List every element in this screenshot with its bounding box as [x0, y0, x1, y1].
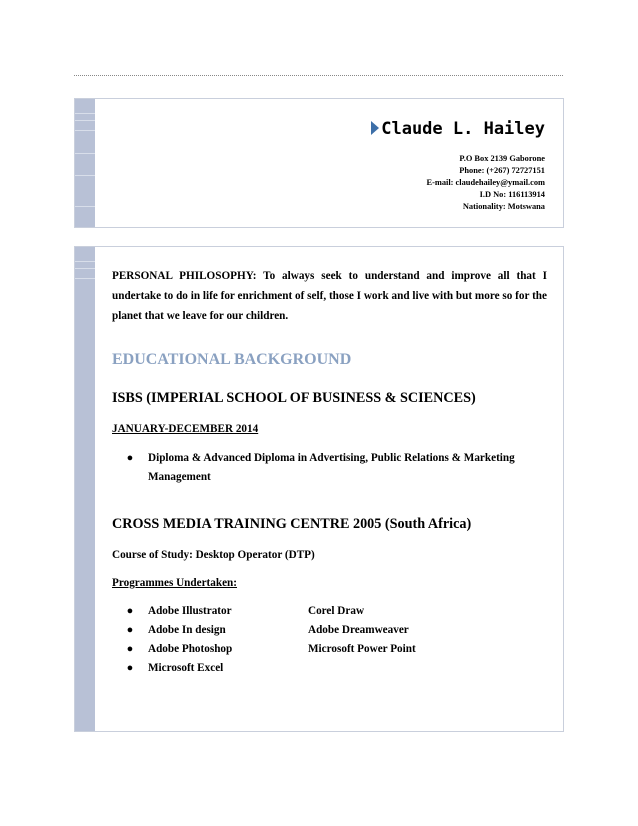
contact-id: I.D No: 116113914	[479, 190, 545, 199]
resume-name	[371, 119, 545, 139]
sidebar-strip	[75, 247, 95, 731]
personal-philosophy: PERSONAL PHILOSOPHY: To always seek to understand and improve all that I undertake to do in life for enrichment of self, those I work and live with but more so for the planet that we leave for our children.	[112, 270, 547, 322]
triangle-bullet-icon	[371, 121, 379, 135]
bullet-icon: ●	[126, 605, 134, 617]
programme: Corel Draw	[308, 605, 365, 617]
programme: Microsoft Power Point	[308, 643, 416, 655]
bullet-icon: ●	[126, 624, 134, 636]
contact-nationality: Nationality: Motswana	[462, 202, 545, 211]
programme: Adobe Illustrator	[148, 605, 232, 617]
qualification-list	[112, 449, 532, 487]
top-divider	[74, 75, 563, 76]
header-panel	[74, 98, 564, 228]
programme: Microsoft Excel	[148, 662, 224, 674]
bullet-icon: ●	[126, 452, 134, 464]
list-item	[112, 621, 416, 640]
programme: Adobe Photoshop	[148, 643, 233, 655]
body-panel	[74, 246, 564, 732]
contact-email: E-mail: claudehailey@ymail.com	[426, 178, 545, 187]
list-item	[112, 602, 416, 621]
programmes-label: Programmes Undertaken:	[112, 577, 238, 589]
section-title-education: EDUCATIONAL BACKGROUND	[112, 351, 352, 368]
school-dates: JANUARY-DECEMBER 2014	[112, 423, 259, 435]
contact-address: P.O Box 2139 Gaborone	[459, 154, 545, 163]
qualification-text: Diploma & Advanced Diploma in Advertising, Public Relations & Marketing Management	[148, 452, 515, 483]
bullet-icon: ●	[126, 643, 134, 655]
contact-block	[426, 153, 545, 213]
school-name: ISBS (IMPERIAL SCHOOL OF BUSINESS & SCIENCES)	[112, 390, 476, 406]
bullet-icon: ●	[126, 662, 134, 674]
list-item	[112, 449, 532, 487]
programme: Adobe Dreamweaver	[308, 624, 409, 636]
programme: Adobe In design	[148, 624, 226, 636]
philosophy-block	[112, 266, 547, 326]
programmes-list	[112, 602, 416, 678]
sidebar-strip	[75, 99, 95, 227]
list-item	[112, 640, 416, 659]
name-text: Claude L. Hailey	[381, 119, 545, 139]
course-of-study: Course of Study: Desktop Operator (DTP)	[112, 549, 315, 561]
school-name: CROSS MEDIA TRAINING CENTRE 2005 (South Africa)	[112, 516, 472, 532]
list-item	[112, 659, 416, 678]
contact-phone: Phone: (+267) 72727151	[459, 166, 545, 175]
